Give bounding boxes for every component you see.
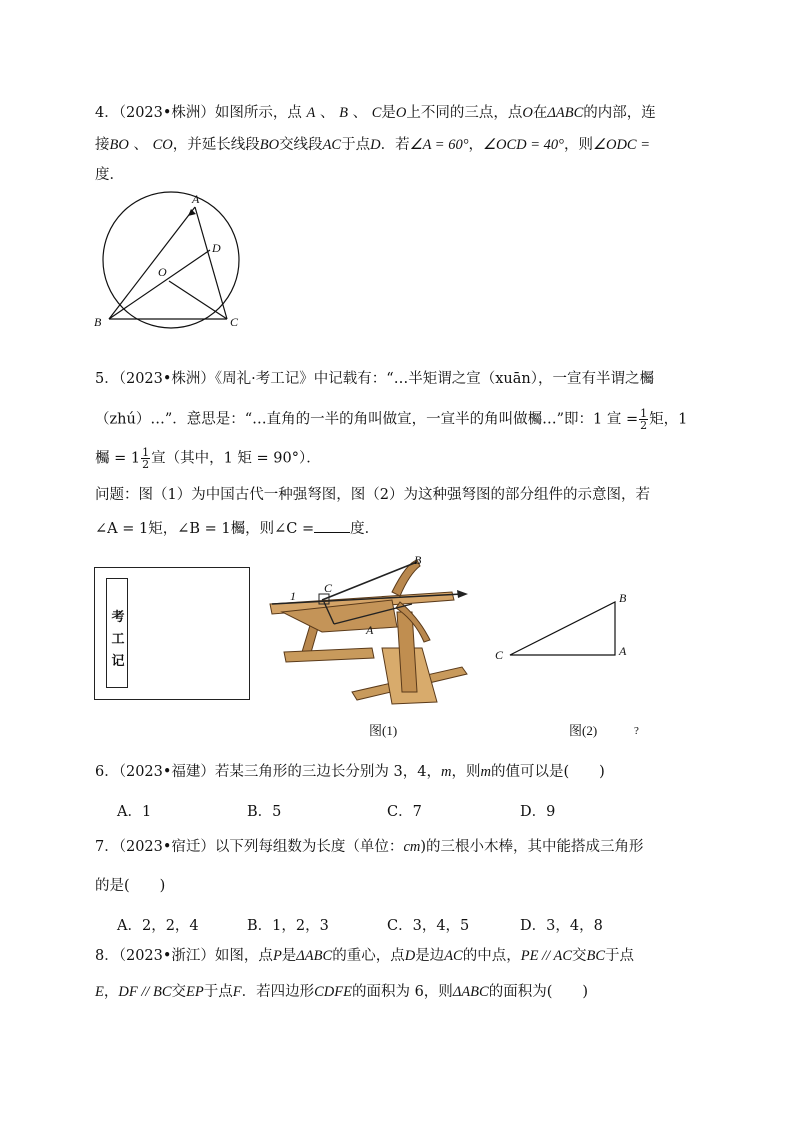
q6-option-d[interactable]: D．9 [520,804,556,820]
answer-blank [314,518,350,533]
circle-o [103,192,239,328]
q5-line-3: 欘 = 1 $\frac{1}{2}$ 宣（其中，1 矩 = 90°）． [95,446,321,471]
fig2-label-b: B [619,591,627,605]
q5-triangle-figure [490,585,640,665]
q7-option-a[interactable]: A．2，2，4 [117,918,199,934]
book-title: 考工记 [111,610,125,669]
q5-line-2: （zhú）…”．意思是：“…直角的一半的角叫做宣，一宣半的角叫做欘…”即：1 宣 = $\frac{1}{2}$ 矩，1 [95,407,688,432]
label-b: B [94,315,102,329]
book-title-strip [106,578,128,688]
q7-option-b[interactable]: B．1，2，3 [247,918,329,934]
label-a: A [192,192,200,206]
q8-line-1: 8．（2023•浙江）如图，点P是ΔABC的重心，点D是边AC的中点，PE // AC交BC于点 [95,948,635,964]
fig2-label-a: A [619,644,627,658]
crossbow-label-b: B [414,553,422,567]
triangle-abc [510,602,615,655]
q7-option-d[interactable]: D．3，4，8 [520,918,603,934]
segment-ac [195,207,227,319]
angle-mark-a [188,209,196,216]
fraction-half: $\frac{1}{2}$ [640,407,648,432]
q4-line-2: 接BO 、 CO，并延长线段BO交线段AC于点D．若∠A = 60°，∠OCD = 40°，则∠ODC = [95,137,650,153]
q6-option-a[interactable]: A．1 [117,804,152,820]
crossbow-label-1: 1 [290,589,296,603]
q8-line-2: E，DF // BC交EP于点F．若四边形CDFE的面积为 6，则ΔABC的面积为( ) [95,984,589,1000]
caption-fig-2: 图(2) [569,723,598,738]
crossbow-label-a: A [366,623,374,637]
segment-bd [109,250,210,319]
fig2-label-c: C [495,648,504,662]
q7-option-c[interactable]: C．3，4，5 [387,918,470,934]
q4-line-3: 度． [95,167,124,183]
q7-line-2: 的是( ) [95,878,166,894]
crossbow-foot [284,648,374,662]
q6-stem: 6．（2023•福建）若某三角形的三边长分别为 3，4，m，则m的值可以是( ) [95,764,605,780]
q6-option-c[interactable]: C．7 [387,804,422,820]
q5-line-4: 问题：图（1）为中国古代一种强弩图，图（2）为这种强弩图的部分组件的示意图，若 [95,487,650,503]
q4-circle-figure [88,188,254,334]
label-d: D [212,241,221,255]
q4-line-1: 4．（2023•株洲）如图所示，点 A 、 B 、 C是O上不同的三点，点O在ΔABC的内部，连 [95,105,656,121]
crossbow-picture [262,552,472,712]
q6-option-b[interactable]: B．5 [247,804,282,820]
crossbow-label-c: C [324,581,333,595]
q7-line-1: 7．（2023•宿迁）以下列每组数为长度（单位：cm)的三根小木棒，其中能搭成三角形 [95,839,644,855]
book-kaogongji-picture [94,567,250,700]
label-c: C [230,315,239,329]
q5-line-5: ∠A = 1矩，∠B = 1欘，则∠C = 度． [95,518,379,539]
segment-ab [109,207,195,319]
fraction-half-2: $\frac{1}{2}$ [142,446,150,471]
crossbow-arrowhead [457,590,468,598]
label-o: O [158,265,167,279]
caption-fig-1: 图(1) [369,723,398,738]
q5-line-1: 5．（2023•株洲）《周礼·考工记》中记载有：“…半矩谓之宣（xuān），一宣有半谓之欘 [95,371,654,387]
caption-qmark: ? [634,725,639,737]
